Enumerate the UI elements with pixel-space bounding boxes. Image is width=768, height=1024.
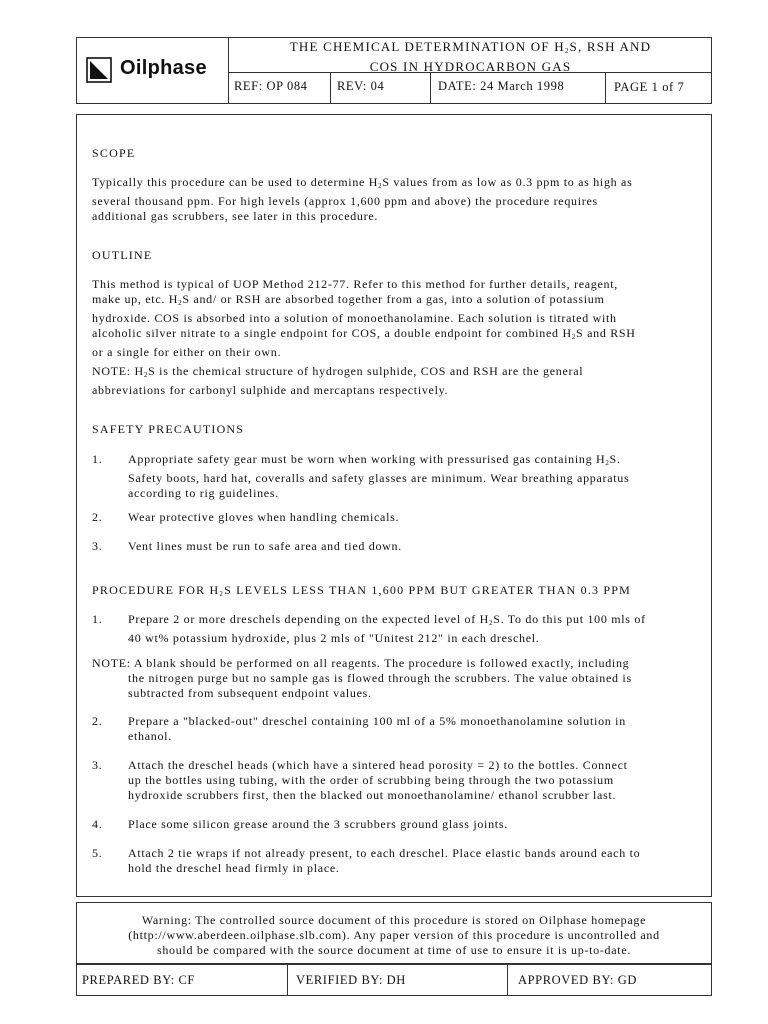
rev-label: REV: 04 <box>337 79 385 93</box>
header-divider-rev <box>430 72 431 104</box>
procedure-step-4: 4. Place some silicon grease around the 3 scrubbers ground glass joints. <box>92 817 508 831</box>
list-number: 5. <box>92 846 103 860</box>
procedure-step-1: 1. Prepare 2 or more dreschels depending on the expected level of $H_2S$. To do this put 100 mls of 40 wt% potassium hydroxide, plus 2 mls of "Unitest 212" in each dreschel. <box>92 612 646 645</box>
outline-note: NOTE: $H_2S$ is the chemical structure of hydrogen sulphide, COS and RSH are the general abbreviations for carbonyl sulphide and mercaptans respectively. <box>92 364 584 397</box>
list-number: 3. <box>92 758 103 772</box>
prepared-by: PREPARED BY: CF <box>82 973 195 987</box>
footer-divider-1 <box>287 964 288 996</box>
date-label: DATE: 24 March 1998 <box>438 79 565 93</box>
logo-text: Oilphase <box>120 57 207 79</box>
header-divider-date <box>605 72 606 104</box>
approved-by: APPROVED BY: GD <box>518 973 637 987</box>
list-number: 4. <box>92 817 103 831</box>
header-divider-ref <box>330 72 331 104</box>
list-number: 2. <box>92 714 103 728</box>
outline-heading: OUTLINE <box>92 248 153 262</box>
procedure-step-5: 5. Attach 2 tie wraps if not already present, to each dreschel. Place elastic bands around each to hold the dreschel head firmly in place. <box>92 846 641 875</box>
procedure-note: NOTE: A blank should be performed on all reagents. The procedure is followed exactly, including the nitrogen purge but no sample gas is flowed through the scrubbers. The value obtained is subtracted from subsequent endpoint values. <box>92 656 632 700</box>
document-title: THE CHEMICAL DETERMINATION OF $H_2S$, RSH AND COS IN HYDROCARBON GAS <box>289 39 652 74</box>
outline-paragraph: This method is typical of UOP Method 212-77. Refer to this method for further details, reagent, make up, etc. $H_2S$ and/ or RSH are absorbed together from a gas, into a solution of potassium hydroxide. COS is absorbed into a solution of monoethanolamine. Each solution is titrated with alcoholic silver nitrate to a single endpoint for COS, a double endpoint for combined $H_2S$ and RSH or a single for either on their own. <box>92 277 636 359</box>
page-number: PAGE 1 of 7 <box>614 80 685 94</box>
safety-item-3: 3. Vent lines must be run to safe area and tied down. <box>92 539 402 553</box>
procedure-step-2: 2. Prepare a "blacked-out" dreschel containing 100 ml of a 5% monoethanolamine solution in ethanol. <box>92 714 626 743</box>
list-number: 2. <box>92 510 103 524</box>
warning-text: Warning: The controlled source document of this procedure is stored on Oilphase homepage (http://www.aberdeen.oilphase.slb.com). Any paper version of this procedure is uncontrolled and should be compared with the source document at time of use to ensure it is up-to-date. <box>128 913 660 957</box>
verified-by: VERIFIED BY: DH <box>296 973 406 987</box>
safety-heading: SAFETY PRECAUTIONS <box>92 422 245 436</box>
procedure-step-3: 3. Attach the dreschel heads (which have a sintered head porosity = 2) to the bottles. Connect up the bottles using tubing, with the order of scrubbing being through the two potassium hydroxide scrubbers first, then the blacked out monoethanolamine/ ethanol scrubber last. <box>92 758 628 802</box>
list-number: 1. <box>92 452 103 466</box>
scope-paragraph: Typically this procedure can be used to determine $H_2S$ values from as low as 0.3 ppm to as high as several thousand ppm. For high levels (approx 1,600 ppm and above) the procedure requires additional gas scrubbers, see later in this procedure. <box>92 175 633 223</box>
safety-item-1: 1. Appropriate safety gear must be worn when working with pressurised gas containing $H_2S$. Safety boots, hard hat, coveralls and safety glasses are minimum. Wear breathing apparatus according to rig guidelines. <box>92 452 630 500</box>
scope-heading: SCOPE <box>92 146 136 160</box>
oilphase-logo <box>86 54 221 88</box>
safety-item-2: 2. Wear protective gloves when handling chemicals. <box>92 510 400 524</box>
oilphase-logo-icon <box>86 57 112 83</box>
list-number: 1. <box>92 612 103 626</box>
list-number: 3. <box>92 539 103 553</box>
footer-divider-2 <box>507 964 508 996</box>
ref-label: REF: OP 084 <box>234 79 308 93</box>
procedure-heading: PROCEDURE FOR $H_2S$ LEVELS LESS THAN 1,600 PPM BUT GREATER THAN 0.3 PPM <box>92 583 632 598</box>
